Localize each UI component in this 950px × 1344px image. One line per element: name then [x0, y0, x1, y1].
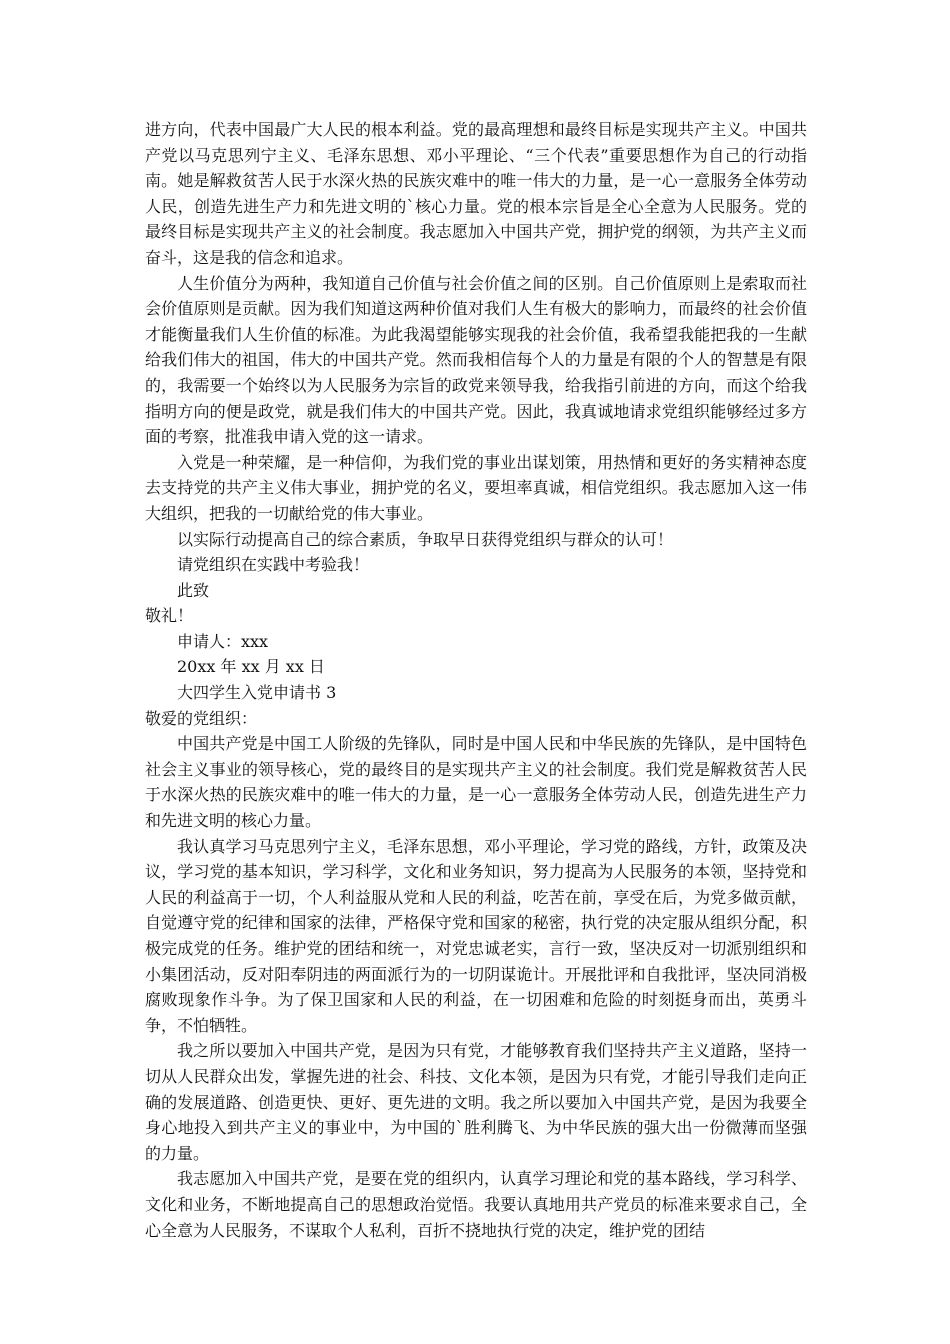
- section-title: 大四学生入党申请书 3: [177, 683, 337, 703]
- salutation: 敬爱的党组织：: [145, 708, 258, 728]
- closing-salutation: 此致: [177, 580, 210, 600]
- applicant-line: 申请人：xxx: [177, 631, 269, 651]
- paragraph-5: 请党组织在实践中考验我！: [177, 555, 370, 575]
- paragraph-7: 我认真学习马克思列宁主义，毛泽东思想，邓小平理论，学习党的路线，方针，政策及决议，学习党的基本知识，学习科学，文化和业务知识，努力提高为人民服务的本领，坚持党和人民的利益高于一切，个人利益服从党和人民的利益，吃苦在前，享受在后，为党多做贡献，自觉遵守党的纪律和国家的法律，严格保守党和国家的秘密，执行党的决定服从组织分配，积极完成党的任务。维护党的团结和统一，对党忠诚老实，言行一致，坚决反对一切派别组织和小集团活动，反对阳奉阴违的两面派行为的一切阴谋诡计。开展批评和自我批评，坚决同消极腐败现象作斗争。为了保卫国家和人民的利益，在一切困难和危险的时刻挺身而出，英勇斗争，不怕牺牲。: [145, 836, 807, 1035]
- paragraph-1: 进方向，代表中国最广大人民的根本利益。党的最高理想和最终目标是实现共产主义。中国共产党以马克思列宁主义、毛泽东思想、邓小平理论、“三个代表”重要思想作为自己的行动指南。她是解救贫苦人民于水深火热的民族灾难中的唯一伟大的力量，是一心一意服务全体劳动人民，创造先进生产力和先进文明的`核心力量。党的根本宗旨是全心全意为人民服务。党的最终目标是实现共产主义的社会制度。我志愿加入中国共产党，拥护党的纲领，为共产主义而奋斗，这是我的信念和追求。: [145, 120, 807, 267]
- paragraph-8: 我之所以要加入中国共产党，是因为只有党，才能够教育我们坚持共产主义道路，坚持一切从人民群众出发，掌握先进的社会、科技、文化本领，是因为只有党，才能引导我们走向正确的发展道路、创造更快、更好、更先进的文明。我之所以要加入中国共产党，是因为我要全身心地投入到共产主义的事业中，为中国的`胜利腾飞、为中华民族的强大出一份微薄而坚强的力量。: [145, 1041, 807, 1163]
- document-body: [145, 117, 807, 1243]
- paragraph-2: 人生价值分为两种，我知道自己价值与社会价值之间的区别。自己价值原则上是索取而社会价值原则是贡献。因为我们知道这两种价值对我们人生有极大的影响力，而最终的社会价值才能衡量我们人生价值的标准。为此我渴望能够实现我的社会价值，我希望我能把我的一生献给我们伟大的祖国，伟大的中国共产党。然而我相信每个人的力量是有限的个人的智慧是有限的，我需要一个始终以为人民服务为宗旨的政党来领导我，给我指引前进的方向，而这个给我指明方向的便是政党，就是我们伟大的中国共产党。因此，我真诚地请求党组织能够经过多方面的考察，批准我申请入党的这一请求。: [145, 273, 807, 447]
- paragraph-4: 以实际行动提高自己的综合素质，争取早日获得党组织与群众的认可！: [177, 529, 674, 549]
- date-line: 20xx 年 xx 月 xx 日: [177, 657, 325, 677]
- paragraph-3: 入党是一种荣耀，是一种信仰，为我们党的事业出谋划策，用热情和更好的务实精神态度去支持党的共产主义伟大事业，拥护党的名义，要坦率真诚，相信党组织。我志愿加入这一伟大组织，把我的一切献给党的伟大事业。: [145, 452, 807, 523]
- paragraph-9: 我志愿加入中国共产党，是要在党的组织内，认真学习理论和党的基本路线，学习科学、文化和业务，不断地提高自己的思想政治觉悟。我要认真地用共产党员的标准来要求自己，全心全意为人民服务，不谋取个人私利，百折不挠地执行党的决定，维护党的团结: [145, 1169, 807, 1240]
- paragraph-6: 中国共产党是中国工人阶级的先锋队，同时是中国人民和中华民族的先锋队，是中国特色社会主义事业的领导核心，党的最终目的是实现共产主义的社会制度。我们党是解救贫苦人民于水深火热的民族灾难中的唯一伟大的力量，是一心一意服务全体劳动人民，创造先进生产力和先进文明的核心力量。: [145, 734, 807, 831]
- closing-regards: 敬礼！: [145, 606, 194, 626]
